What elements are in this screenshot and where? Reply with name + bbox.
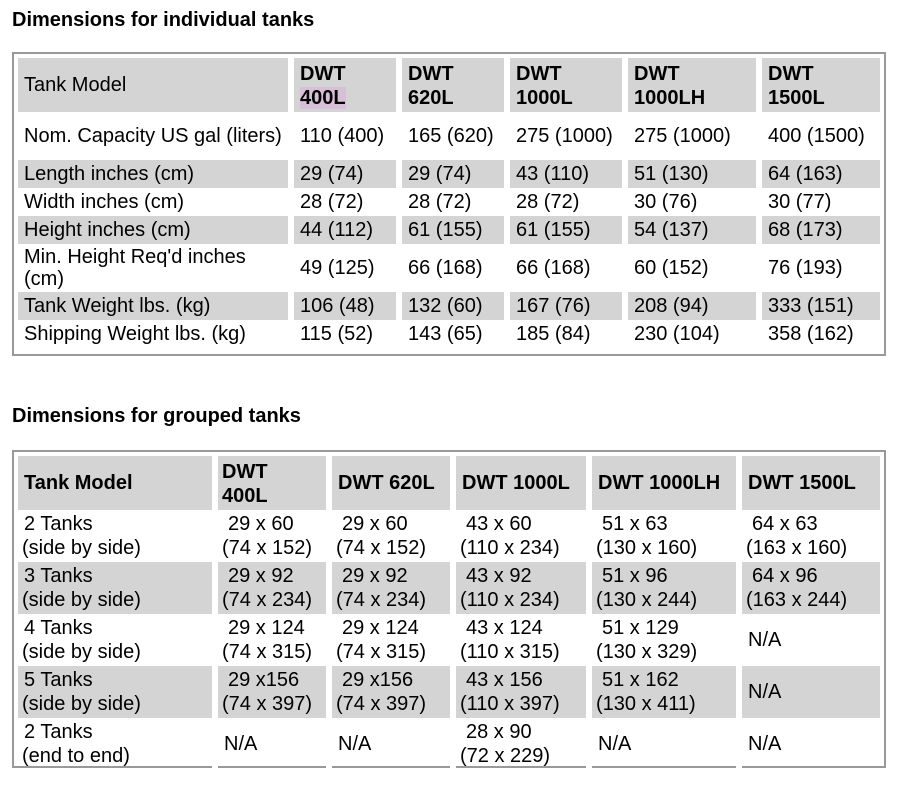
table-cell: 275 (1000) xyxy=(628,112,762,160)
table-cell: 333 (151) xyxy=(762,292,880,320)
table-cell xyxy=(456,510,592,562)
table-cell: 230 (104) xyxy=(628,320,762,348)
cell-line: 43 x 60 xyxy=(466,513,532,535)
header-model-1500l: DWT 1500L xyxy=(742,456,880,510)
table-row xyxy=(18,244,880,292)
header-model-1000lh: DWT 1000LH xyxy=(592,456,742,510)
cell-line: 64 x 63 xyxy=(752,513,818,535)
header-model-1000lh xyxy=(628,58,762,112)
table-row xyxy=(18,188,880,216)
table-cell: 143 (65) xyxy=(402,320,510,348)
table-cell xyxy=(218,562,332,614)
header-model-620l: DWT 620L xyxy=(332,456,456,510)
row-label-line: (side by side) xyxy=(22,537,141,559)
cell-line: (163 x 244) xyxy=(746,589,848,611)
cell-line: (130 x 411) xyxy=(596,693,696,715)
table-cell: 358 (162) xyxy=(768,323,854,345)
cell-line: 29 x156 xyxy=(342,669,414,691)
table-cell: 208 (94) xyxy=(628,292,762,320)
table-cell xyxy=(592,562,742,614)
row-label-line: 2 Tanks xyxy=(24,513,93,535)
table-cell: 64 (163) xyxy=(762,160,880,188)
row-label-line: 5 Tanks xyxy=(24,669,93,691)
cell-line: 43 x 124 xyxy=(466,617,543,639)
cell-line: 29 x156 xyxy=(228,669,300,691)
row-label-line: 4 Tanks xyxy=(24,617,93,639)
row-label-line: (side by side) xyxy=(22,641,141,663)
row-label: Width inches (cm) xyxy=(18,188,294,216)
table-cell xyxy=(456,718,592,770)
cell-line: (130 x 160) xyxy=(596,537,698,559)
cell-line: (130 x 329) xyxy=(596,641,698,663)
table-row xyxy=(18,562,880,614)
header-model-620l xyxy=(402,58,510,112)
table-row xyxy=(18,292,880,320)
table-row xyxy=(18,666,880,718)
table-cell: 29 (74) xyxy=(294,160,402,188)
cell-line: (74 x 397) xyxy=(336,693,427,715)
cell-line: 43 x 92 xyxy=(466,565,532,587)
table-cell xyxy=(332,510,456,562)
table-cell: 29 (74) xyxy=(402,160,510,188)
table-cell: 167 (76) xyxy=(510,292,628,320)
table-header-row xyxy=(18,58,880,112)
row-label-line: (end to end) xyxy=(22,745,130,767)
table-cell: 185 (84) xyxy=(510,320,628,348)
table-header-row xyxy=(18,456,880,510)
table-cell xyxy=(456,562,592,614)
cell-line: (74 x 234) xyxy=(222,589,313,611)
table-cell xyxy=(332,562,456,614)
table-cell: 115 (52) xyxy=(294,320,402,348)
cell-line: 29 x 92 xyxy=(228,565,294,587)
cell-line: (74 x 397) xyxy=(222,693,313,715)
cell-line: 43 x 156 xyxy=(466,669,543,691)
header-tank-model: Tank Model xyxy=(18,456,218,510)
table-cell xyxy=(218,614,332,666)
table-cell: 68 (173) xyxy=(762,216,880,244)
table-cell xyxy=(456,666,592,718)
row-label: Shipping Weight lbs. (kg) xyxy=(18,320,294,348)
table-cell xyxy=(332,614,456,666)
table-cell: N/A xyxy=(748,733,782,755)
cell-line: (110 x 234) xyxy=(460,589,560,611)
row-label-line: 3 Tanks xyxy=(24,565,93,587)
model-line: DWT xyxy=(408,63,454,85)
cell-line: (74 x 152) xyxy=(222,537,313,559)
header-model-400l xyxy=(218,456,332,510)
table-cell: 66 (168) xyxy=(510,244,628,292)
table-cell: N/A xyxy=(748,629,782,651)
table-cell: 60 (152) xyxy=(628,244,762,292)
row-label: Nom. Capacity US gal (liters) xyxy=(18,112,294,160)
row-label-line: (side by side) xyxy=(22,589,141,611)
cell-line: (110 x 234) xyxy=(460,537,560,559)
model-line: 1000L xyxy=(516,87,573,109)
individual-tanks-title: Dimensions for individual tanks xyxy=(12,9,315,31)
cell-line: 29 x 124 xyxy=(228,617,305,639)
row-label: Tank Weight lbs. (kg) xyxy=(18,292,294,320)
row-label xyxy=(18,718,218,770)
row-label-line: (side by side) xyxy=(22,693,141,715)
cell-line: 29 x 60 xyxy=(228,513,294,535)
cell-line: 51 x 129 xyxy=(602,617,679,639)
row-label xyxy=(18,666,218,718)
table-cell: 44 (112) xyxy=(294,216,402,244)
grouped-tanks-title: Dimensions for grouped tanks xyxy=(12,405,301,427)
table-row xyxy=(18,510,880,562)
cell-line: 51 x 63 xyxy=(602,513,668,535)
individual-tanks-table xyxy=(18,58,880,348)
header-model-1500l xyxy=(762,58,880,112)
table-cell: N/A xyxy=(332,718,456,770)
row-label: Length inches (cm) xyxy=(18,160,294,188)
model-line: DWT xyxy=(300,63,346,85)
grouped-tanks-table-frame xyxy=(12,450,886,768)
row-label xyxy=(18,614,218,666)
table-cell xyxy=(218,510,332,562)
table-cell xyxy=(592,666,742,718)
table-cell: 43 (110) xyxy=(510,160,628,188)
table-cell: 28 (72) xyxy=(402,188,510,216)
cell-line: 51 x 96 xyxy=(602,565,668,587)
table-cell xyxy=(742,562,880,614)
cell-line: 29 x 92 xyxy=(342,565,408,587)
table-cell xyxy=(332,666,456,718)
table-cell: 49 (125) xyxy=(294,244,402,292)
cell-line: 51 x 162 xyxy=(602,669,679,691)
model-line: DWT xyxy=(634,63,680,85)
individual-tanks-table-frame xyxy=(12,52,886,356)
cell-line: (74 x 315) xyxy=(222,641,313,663)
row-label xyxy=(18,510,218,562)
table-cell xyxy=(592,614,742,666)
cell-line: (130 x 244) xyxy=(596,589,698,611)
row-label-line: 2 Tanks xyxy=(24,721,93,743)
row-label: Min. Height Req'd inches (cm) xyxy=(18,244,294,292)
row-label xyxy=(18,562,218,614)
table-cell xyxy=(456,614,592,666)
model-line: 1500L xyxy=(768,87,825,109)
cell-line: (74 x 234) xyxy=(336,589,427,611)
table-cell: 400 (1500) xyxy=(768,125,865,147)
table-cell: 165 (620) xyxy=(402,112,510,160)
table-row xyxy=(18,160,880,188)
table-cell: 106 (48) xyxy=(294,292,402,320)
model-line: DWT xyxy=(516,63,562,85)
table-cell: 61 (155) xyxy=(510,216,628,244)
table-row xyxy=(18,320,880,348)
table-cell: 30 (77) xyxy=(768,191,832,213)
table-cell: 110 (400) xyxy=(294,112,402,160)
table-row xyxy=(18,614,880,666)
table-row xyxy=(18,112,880,160)
cell-line: 29 x 124 xyxy=(342,617,419,639)
grouped-tanks-table xyxy=(18,456,880,770)
cell-line: 28 x 90 xyxy=(466,721,532,743)
table-cell: N/A xyxy=(742,666,880,718)
cell-line: 29 x 60 xyxy=(342,513,408,535)
header-model-1000l: DWT 1000L xyxy=(456,456,592,510)
model-line: DWT xyxy=(222,461,268,483)
table-cell: N/A xyxy=(592,718,742,770)
cell-line: (163 x 160) xyxy=(746,537,848,559)
table-cell: N/A xyxy=(218,718,332,770)
header-model-400l xyxy=(294,58,402,112)
table-cell: 51 (130) xyxy=(628,160,762,188)
model-line: 1000LH xyxy=(634,87,706,109)
table-cell: 28 (72) xyxy=(294,188,402,216)
table-cell: 132 (60) xyxy=(402,292,510,320)
table-cell: 61 (155) xyxy=(402,216,510,244)
table-cell xyxy=(742,510,880,562)
table-cell: 28 (72) xyxy=(510,188,628,216)
cell-line: (74 x 315) xyxy=(336,641,427,663)
cell-line: (74 x 152) xyxy=(336,537,427,559)
model-line: DWT xyxy=(768,63,814,85)
model-line: 620L xyxy=(408,87,454,109)
model-line: 400L xyxy=(222,485,268,507)
table-cell: 76 (193) xyxy=(768,257,843,279)
header-tank-model: Tank Model xyxy=(18,58,294,112)
header-model-1000l xyxy=(510,58,628,112)
cell-line: (110 x 397) xyxy=(460,693,560,715)
table-cell xyxy=(592,510,742,562)
table-cell: 30 (76) xyxy=(628,188,762,216)
cell-line: (72 x 229) xyxy=(460,745,551,767)
table-cell: 275 (1000) xyxy=(510,112,628,160)
cell-line: 64 x 96 xyxy=(752,565,818,587)
model-line-highlighted: 400L xyxy=(300,87,346,109)
table-cell: 54 (137) xyxy=(628,216,762,244)
table-cell xyxy=(218,666,332,718)
table-row xyxy=(18,718,880,770)
cell-line: (110 x 315) xyxy=(460,641,560,663)
table-row xyxy=(18,216,880,244)
table-cell: 66 (168) xyxy=(402,244,510,292)
row-label: Height inches (cm) xyxy=(18,216,294,244)
